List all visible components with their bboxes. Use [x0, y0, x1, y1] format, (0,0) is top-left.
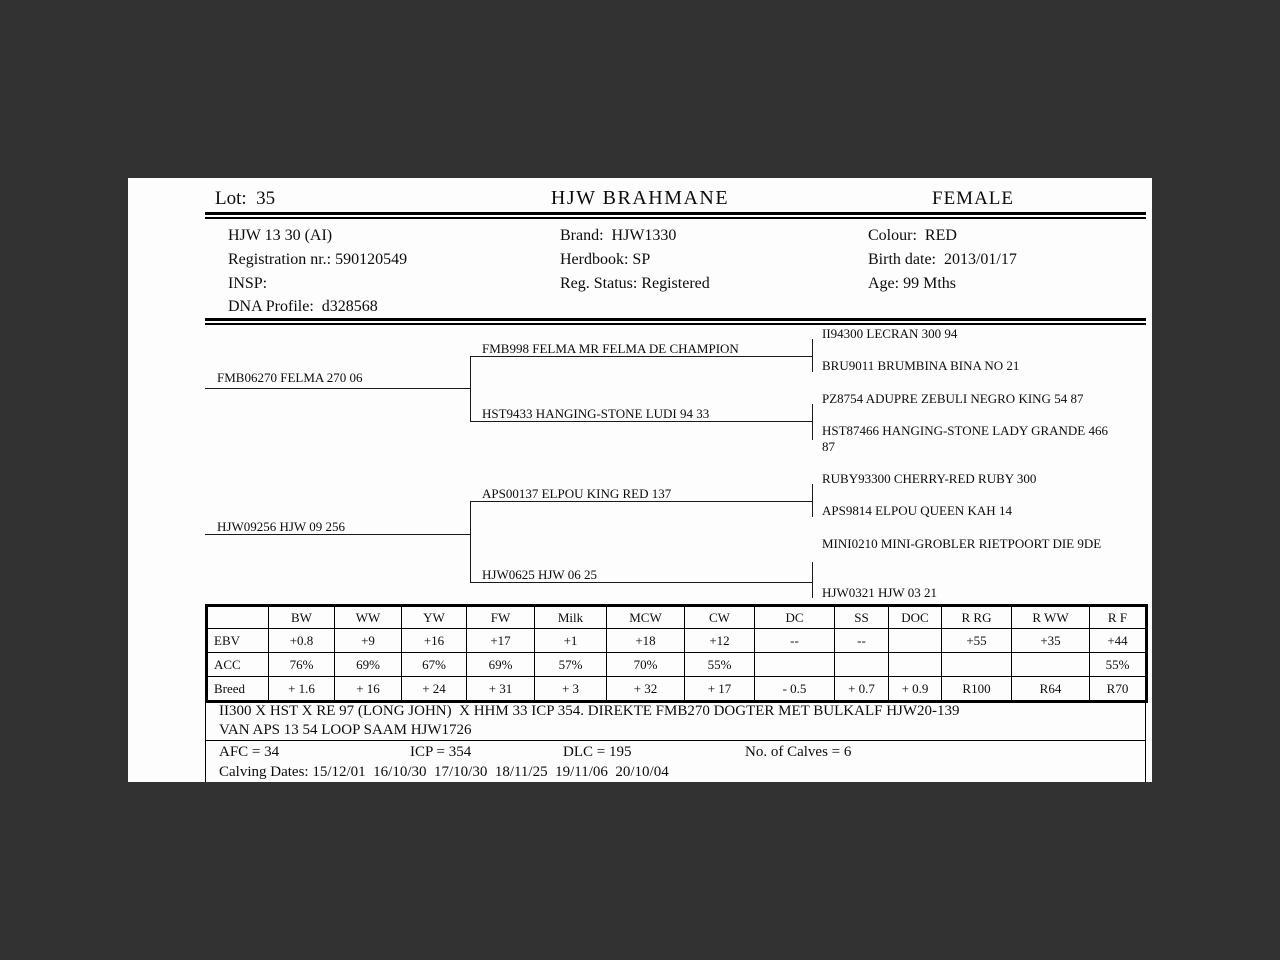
- page-title: HJW BRAHMANE: [550, 187, 730, 209]
- ebv-col-header: YW: [402, 606, 467, 629]
- insp-label: INSP:: [228, 275, 268, 292]
- ebv-cell: + 3: [535, 677, 607, 702]
- pedigree-great-grandparent-name: BRU9011 BRUMBINA BINA NO 21: [822, 358, 1020, 373]
- ebv-cell: +18: [607, 629, 685, 653]
- pedigree-bracket-line: [812, 404, 813, 440]
- ebv-cell: + 17: [685, 677, 755, 702]
- ebv-cell: +12: [685, 629, 755, 653]
- ebv-cell: [835, 653, 889, 677]
- pedigree-great-grandparent-name: II94300 LECRAN 300 94: [822, 326, 958, 341]
- ebv-cell: - 0.5: [755, 677, 835, 702]
- ebv-row: [207, 629, 1147, 653]
- pedigree-dam-name: HJW09256 HJW 09 256: [217, 519, 345, 534]
- ebv-col-header: FW: [467, 606, 535, 629]
- ebv-cell: + 32: [607, 677, 685, 702]
- ebv-col-header: R F: [1090, 606, 1147, 629]
- pedigree-connector-line: [470, 582, 812, 583]
- ebv-table: [205, 604, 1148, 703]
- pedigree-grandparent-name: FMB998 FELMA MR FELMA DE CHAMPION: [482, 341, 739, 356]
- ebv-cell: +9: [335, 629, 402, 653]
- pedigree-connector-line: [205, 388, 470, 389]
- pedigree-connector-line: [205, 534, 470, 535]
- ebv-cell: R70: [1090, 677, 1147, 702]
- ebv-cell: R64: [1012, 677, 1090, 702]
- reg-status: Reg. Status: Registered: [560, 275, 710, 292]
- stat-dlc: DLC = 195: [563, 744, 632, 760]
- ebv-cell: 69%: [467, 653, 535, 677]
- ebv-cell: 55%: [685, 653, 755, 677]
- pedigree-great-grandparent-name: PZ8754 ADUPRE ZEBULI NEGRO KING 54 87: [822, 391, 1084, 406]
- pedigree-bracket-line: [470, 501, 471, 583]
- ebv-cell: [889, 629, 942, 653]
- lot-number: Lot: 35: [215, 188, 276, 209]
- ebv-cell: [755, 653, 835, 677]
- ebv-cell: + 1.6: [269, 677, 335, 702]
- stat-calves: No. of Calves = 6: [745, 744, 852, 760]
- stat-icp: ICP = 354: [410, 744, 472, 760]
- ebv-col-header: BW: [269, 606, 335, 629]
- ebv-cell: R100: [942, 677, 1012, 702]
- ebv-cell: +55: [942, 629, 1012, 653]
- calving-dates: Calving Dates: 15/12/01 16/10/30 17/10/30 18/11/25 19/11/06 20/10/04: [219, 764, 669, 780]
- ebv-cell: +1: [535, 629, 607, 653]
- ebv-cell: 55%: [1090, 653, 1147, 677]
- ebv-row: [207, 653, 1147, 677]
- ebv-cell: 76%: [269, 653, 335, 677]
- ebv-col-header: SS: [835, 606, 889, 629]
- pedigree-grandparent-name: APS00137 ELPOU KING RED 137: [482, 486, 672, 501]
- pedigree-connector-line: [470, 356, 812, 357]
- ebv-col-header: Milk: [535, 606, 607, 629]
- pedigree-connector-line: [470, 421, 812, 422]
- ebv-cell: [889, 653, 942, 677]
- ebv-row-label: ACC: [207, 653, 269, 677]
- stat-afc: AFC = 34: [219, 744, 280, 760]
- ebv-cell: +16: [402, 629, 467, 653]
- ebv-cell: +44: [1090, 629, 1147, 653]
- notes-section: [205, 700, 1146, 782]
- breeding-note-line: VAN APS 13 54 LOOP SAAM HJW1726: [219, 722, 472, 738]
- ebv-col-header: R WW: [1012, 606, 1090, 629]
- ebv-cell: + 16: [335, 677, 402, 702]
- ebv-cell: +35: [1012, 629, 1090, 653]
- pedigree-bracket-line: [812, 339, 813, 372]
- herdbook: Herdbook: SP: [560, 251, 651, 268]
- ebv-col-header: DC: [755, 606, 835, 629]
- pedigree-connector-line: [470, 501, 812, 502]
- animal-id: HJW 13 30 (AI): [228, 227, 333, 244]
- ebv-col-header: [207, 606, 269, 629]
- pedigree-bracket-line: [812, 484, 813, 517]
- pedigree-great-grandparent-name: HJW0321 HJW 03 21: [822, 585, 937, 600]
- ebv-col-header: MCW: [607, 606, 685, 629]
- colour: Colour: RED: [868, 227, 957, 244]
- registration-nr: Registration nr.: 590120549: [228, 251, 408, 268]
- ebv-cell: 57%: [535, 653, 607, 677]
- pedigree-great-grandparent-name: RUBY93300 CHERRY-RED RUBY 300: [822, 471, 1037, 486]
- ebv-row-label: EBV: [207, 629, 269, 653]
- age: Age: 99 Mths: [868, 275, 956, 292]
- pedigree-great-grandparent-name: APS9814 ELPOU QUEEN KAH 14: [822, 503, 1012, 518]
- brand: Brand: HJW1330: [560, 227, 677, 244]
- pedigree-grandparent-name: HJW0625 HJW 06 25: [482, 567, 597, 582]
- ebv-cell: +0.8: [269, 629, 335, 653]
- ebv-col-header: CW: [685, 606, 755, 629]
- ebv-row-label: Breed: [207, 677, 269, 702]
- pedigree-sire-name: FMB06270 FELMA 270 06: [217, 370, 363, 385]
- ebv-header-row: [207, 606, 1147, 629]
- double-rule-top: [205, 212, 1146, 219]
- sex-label: FEMALE: [932, 188, 1014, 209]
- pedigree-great-grandparent-name: MINI0210 MINI-GROBLER RIETPOORT DIE 9DE: [822, 536, 1102, 551]
- ebv-cell: +17: [467, 629, 535, 653]
- ebv-cell: [942, 653, 1012, 677]
- ebv-cell: [1012, 653, 1090, 677]
- ebv-cell: 70%: [607, 653, 685, 677]
- dna-profile: DNA Profile: d328568: [228, 298, 378, 315]
- ebv-cell: 69%: [335, 653, 402, 677]
- ebv-cell: + 31: [467, 677, 535, 702]
- ebv-cell: --: [835, 629, 889, 653]
- ebv-cell: --: [755, 629, 835, 653]
- ebv-cell: + 24: [402, 677, 467, 702]
- pedigree-bracket-line: [812, 562, 813, 598]
- pedigree-great-grandparent-name: HST87466 HANGING-STONE LADY GRANDE 466 87: [822, 423, 1108, 454]
- breeding-note-line: II300 X HST X RE 97 (LONG JOHN) X HHM 33 ICP 354. DIREKTE FMB270 DOGTER MET BULKALF HJW20-139: [219, 703, 960, 719]
- ebv-col-header: R RG: [942, 606, 1012, 629]
- catalog-page: [128, 178, 1152, 782]
- double-rule-mid: [205, 318, 1146, 325]
- pedigree-grandparent-name: HST9433 HANGING-STONE LUDI 94 33: [482, 406, 710, 421]
- ebv-cell: + 0.7: [835, 677, 889, 702]
- ebv-row: [207, 677, 1147, 702]
- ebv-col-header: DOC: [889, 606, 942, 629]
- ebv-cell: 67%: [402, 653, 467, 677]
- ebv-cell: + 0.9: [889, 677, 942, 702]
- pedigree-bracket-line: [470, 356, 471, 422]
- ebv-col-header: WW: [335, 606, 402, 629]
- birth-date: Birth date: 2013/01/17: [868, 251, 1017, 268]
- fertility-stats: [206, 740, 1145, 782]
